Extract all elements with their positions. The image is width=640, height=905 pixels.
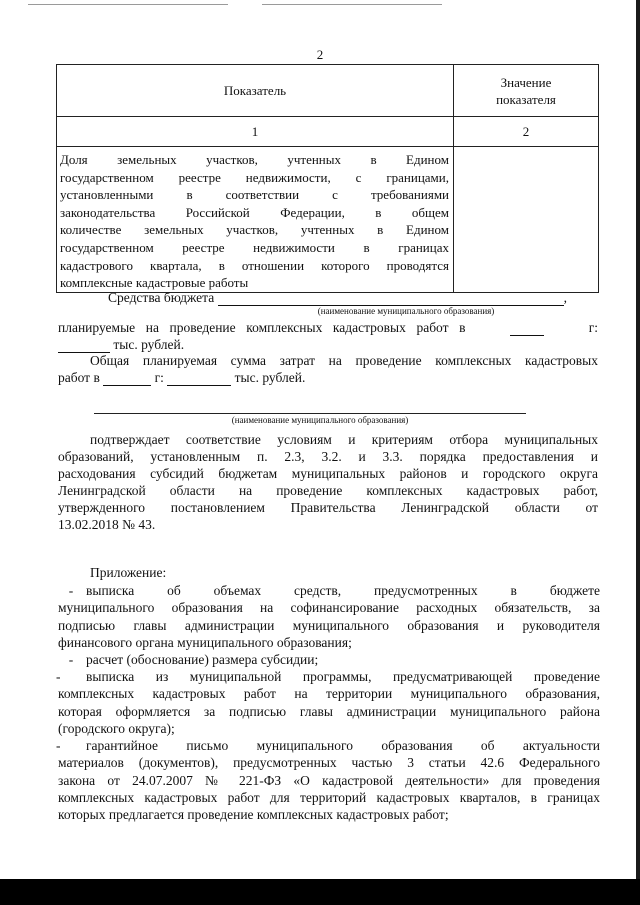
- table-row: [57, 147, 599, 293]
- item-dash: -: [56, 738, 61, 753]
- budget-comma: ,: [563, 290, 567, 305]
- item-line: комплексных кадастровых работ для территорий кадастровых кварталов, в границах: [58, 789, 600, 805]
- item-line: которая оформляется за подписью главы администрации муниципального района: [58, 703, 600, 719]
- indicator-line: государственном реестре недвижимости, с границами,: [60, 169, 449, 185]
- col1-number: 1: [57, 117, 454, 147]
- indicator-line: кадастрового квартала, в отношении которого проводятся: [60, 257, 449, 273]
- total-amount-blank: [167, 371, 231, 386]
- municipality-name-blank: [218, 291, 564, 306]
- total-year-blank: [103, 371, 151, 386]
- budget-label: Средства бюджета: [108, 290, 215, 305]
- indicator-line: установленными в соответствии с требованиями: [60, 187, 449, 203]
- municipality-hint: (наименование муниципального образования): [317, 306, 495, 316]
- total-work-text: работ в: [58, 370, 100, 385]
- appendix-title: Приложение:: [90, 565, 167, 580]
- item-first-line: гарантийное письмо муниципального образования об актуальности: [86, 738, 600, 753]
- page-number: 2: [316, 47, 324, 62]
- indicator-line: количестве земельных участков, учтенных в Едином: [60, 222, 449, 238]
- municipality-signature-line: [94, 413, 526, 414]
- total-tail: тыс. рублей.: [234, 370, 306, 385]
- amount-blank: [58, 338, 110, 353]
- scan-bottom-bar: [0, 879, 640, 905]
- indicator-line: комплексные кадастровые работы: [60, 275, 249, 291]
- scan-line: [28, 4, 228, 5]
- confirm-line: Ленинградской области на проведение комплексных кадастровых работ,: [58, 483, 598, 498]
- item-first-line: выписка из муниципальной программы, предусматривающей проведение: [86, 669, 600, 684]
- planned-line-2: [58, 336, 184, 353]
- year-blank: [510, 321, 544, 336]
- confirm-line: 13.02.2018 № 43.: [58, 517, 156, 532]
- planned-g: г:: [588, 320, 598, 335]
- indicator-value: [454, 147, 599, 293]
- planned-tail: тыс. рублей.: [113, 337, 185, 352]
- indicator-table: [56, 64, 599, 293]
- header-value: [454, 65, 599, 117]
- item-first-line: расчет (обоснование) размера субсидии;: [86, 652, 319, 667]
- item-line: (городского округа);: [58, 720, 175, 736]
- confirm-line: образований, установленным п. 2.3, 3.2. и 3.3. порядка предоставления и: [58, 449, 598, 464]
- table-header-row: [57, 65, 599, 117]
- item-first-line: выписка об объемах средств, предусмотренных в бюджете: [86, 583, 600, 598]
- confirm-line: расходования субсидий бюджетам муниципальных районов и городского округа: [58, 466, 598, 481]
- confirm-hint: (наименование муниципального образования): [231, 415, 409, 425]
- item-dash: -: [68, 652, 74, 667]
- item-dash: -: [68, 583, 74, 598]
- header-value-line1: Значение: [500, 74, 552, 90]
- header-indicator: Показатель: [57, 65, 454, 117]
- confirm-line: утвержденного постановлением Правительства Ленинградской области от: [58, 500, 598, 515]
- item-line: материалов (документов), предусмотренных частью 3 статьи 42.6 Федерального: [58, 755, 600, 771]
- indicator-line: государственном реестре недвижимости в границах: [60, 239, 449, 255]
- item-line: финансового органа муниципального образования;: [58, 634, 352, 650]
- item-line: муниципального образования на софинансирование расходных обязательств, за: [58, 600, 600, 616]
- appendix-item: [58, 651, 600, 668]
- planned-line-1: [58, 319, 598, 336]
- appendix-item: [58, 582, 600, 651]
- item-dash: -: [56, 669, 61, 684]
- item-line: которых предлагается проведение комплексных кадастровых работ;: [58, 807, 449, 823]
- planned-text: планируемые на проведение комплексных кадастровых работ в: [58, 320, 466, 335]
- total-line-1: Общая планируемая сумма затрат на проведение комплексных кадастровых: [90, 353, 598, 368]
- item-line: комплексных кадастровых работ на территории муниципального образования,: [58, 686, 600, 702]
- appendix-item: [58, 737, 600, 823]
- scan-edge: [636, 0, 640, 880]
- budget-line: [108, 289, 567, 306]
- header-value-line2: показателя: [496, 91, 556, 107]
- scan-line: [262, 4, 442, 5]
- col2-number: 2: [454, 117, 599, 147]
- appendix-item: [58, 668, 600, 737]
- item-line: подписью главы администрации муниципального образования и руководителя: [58, 617, 600, 633]
- table-number-row: [57, 117, 599, 147]
- indicator-line: Доля земельных участков, учтенных в Едином: [60, 152, 449, 167]
- total-g: г:: [154, 370, 164, 385]
- item-line: закона от 24.07.2007 № 221-ФЗ «О кадастровой деятельности» для проведения: [58, 772, 600, 788]
- confirm-line: подтверждает соответствие условиям и критериям отбора муниципальных: [90, 432, 598, 447]
- total-line-2: [58, 369, 305, 386]
- indicator-line: законодательства Российской Федерации, в общем: [60, 204, 449, 220]
- indicator-description: [57, 147, 454, 293]
